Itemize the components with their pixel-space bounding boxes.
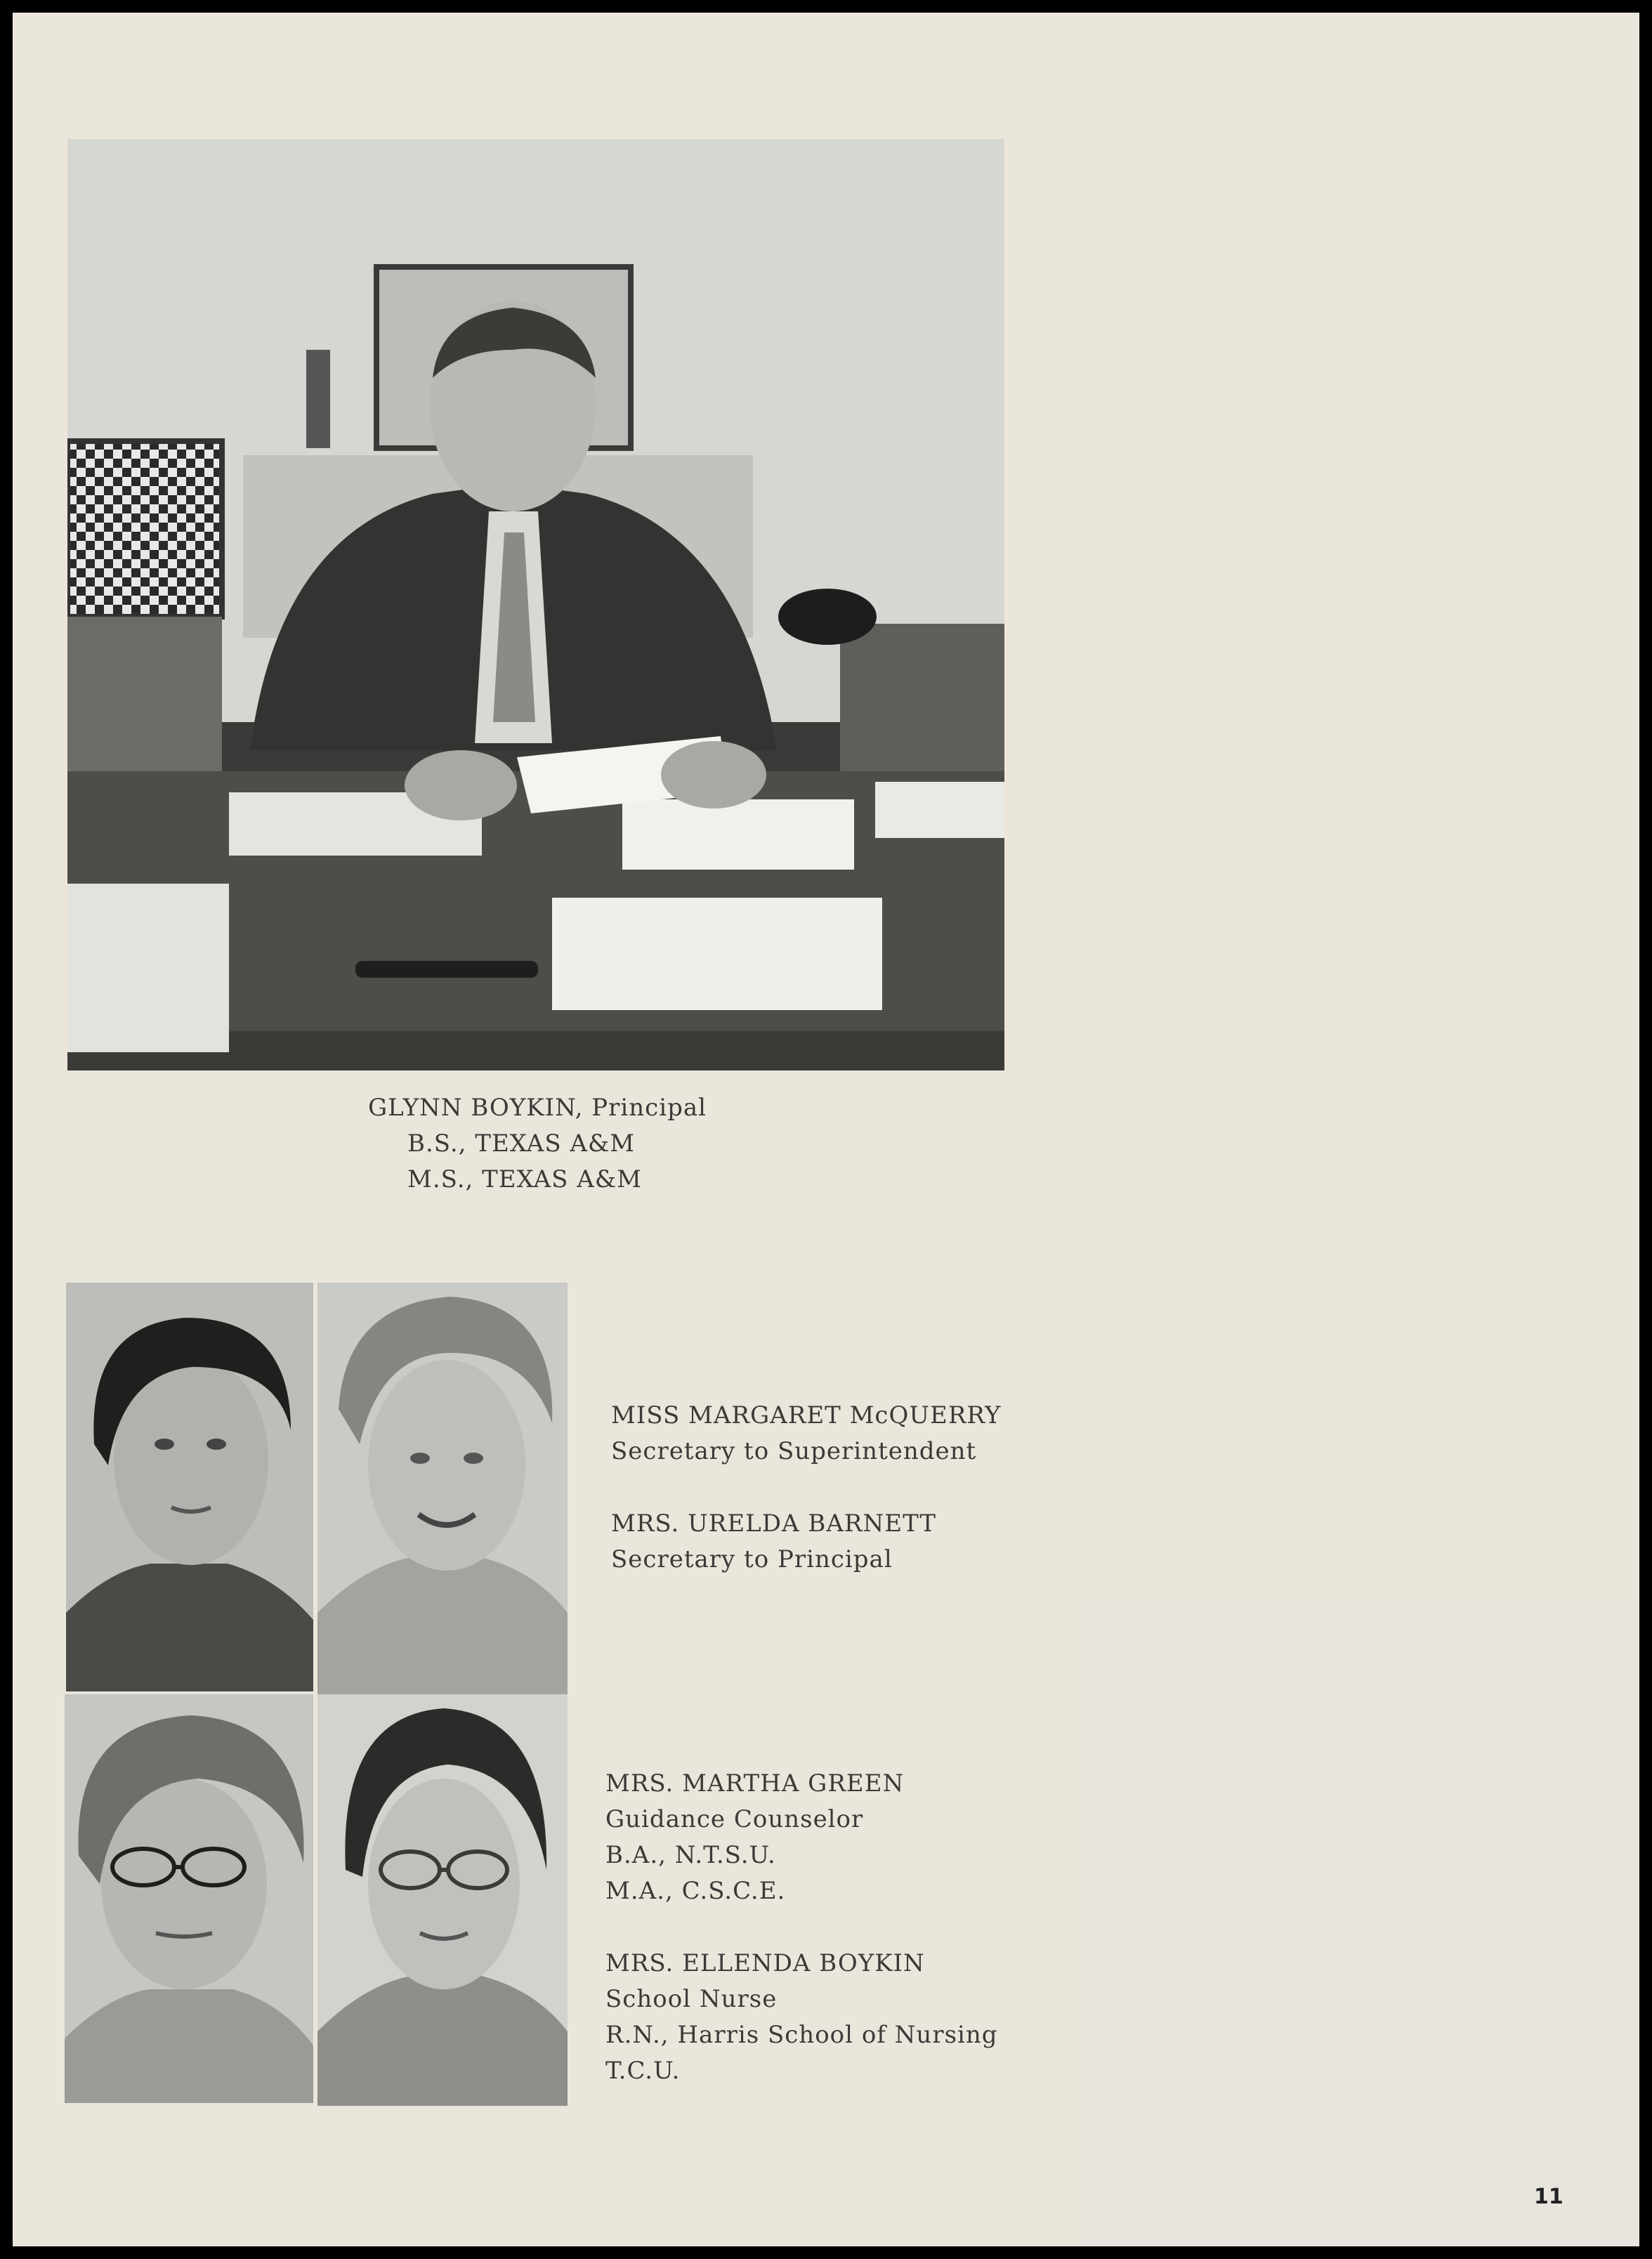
principal-degree-1: B.S., TEXAS A&M: [407, 1130, 636, 1158]
green-name: MRS. MARTHA GREEN: [605, 1769, 905, 1798]
principal-degree-2: M.S., TEXAS A&M: [407, 1165, 642, 1193]
barnett-title: Secretary to Principal: [611, 1545, 893, 1573]
mcquerry-name: MISS MARGARET McQUERRY: [611, 1401, 1002, 1429]
mcquerry-title: Secretary to Superintendent: [611, 1437, 977, 1465]
staff-top-caption: [611, 1398, 1001, 1578]
portrait-ellenda-boykin: [317, 1694, 568, 2106]
portrait-mcquerry: [66, 1283, 313, 1691]
principal-caption: [368, 1090, 707, 1198]
page-number: 11: [1534, 2185, 1563, 2209]
boykin-degree-2: T.C.U.: [605, 2057, 681, 2085]
principal-name: GLYNN BOYKIN, Principal: [368, 1094, 707, 1122]
portrait-green: [65, 1694, 313, 2103]
principal-photo: [67, 139, 1004, 1070]
boykin-degree-1: R.N., Harris School of Nursing: [605, 2021, 998, 2049]
boykin-name: MRS. ELLENDA BOYKIN: [605, 1949, 925, 1977]
green-degree-1: B.A., N.T.S.U.: [605, 1841, 776, 1869]
portrait-barnett: [317, 1283, 568, 1694]
barnett-name: MRS. URELDA BARNETT: [611, 1510, 937, 1538]
boykin-title: School Nurse: [605, 1985, 778, 2013]
yearbook-page: [13, 13, 1639, 2246]
green-degree-2: M.A., C.S.C.E.: [605, 1877, 786, 1905]
faded-showthrough: [1080, 1600, 1639, 2246]
staff-bottom-caption: [605, 1766, 998, 2089]
green-title: Guidance Counselor: [605, 1805, 864, 1833]
